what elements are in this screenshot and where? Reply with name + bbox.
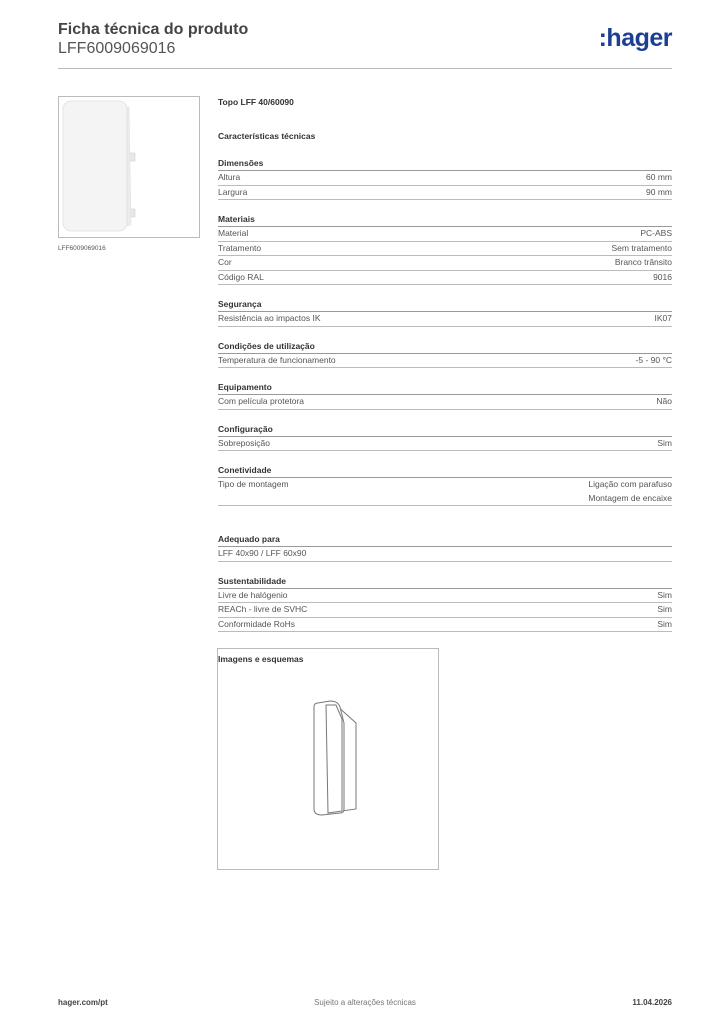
row-label: Livre de halógenio (218, 589, 288, 600)
spec-row (218, 589, 672, 604)
spec-row (218, 171, 672, 186)
row-value: 9016 (653, 271, 672, 282)
row-label: REACh - livre de SVHC (218, 604, 308, 614)
group-sustainability (218, 574, 672, 633)
row-value: 60 mm (646, 172, 672, 182)
row-label: Tipo de montagem (218, 479, 289, 489)
row-label: Altura (218, 172, 241, 182)
row-label: Código RAL (218, 271, 264, 282)
row-value: Sim (657, 589, 672, 600)
row-label: Conformidade RoHs (218, 618, 296, 629)
group-title: Conetividade (218, 463, 672, 478)
row-label: Material (218, 228, 249, 238)
hager-logo: :hager (598, 24, 672, 52)
group-title: Equipamento (218, 380, 672, 395)
group-title: Condições de utilização (218, 339, 672, 354)
spec-row (218, 547, 672, 562)
row-value-line-2: Montagem de encaixe (588, 492, 672, 503)
spec-row (218, 271, 672, 286)
spec-row (218, 354, 672, 369)
thumbnail-caption: LFF6009069016 (58, 245, 106, 252)
group-dimensions (218, 156, 672, 200)
group-suitable-for (218, 532, 672, 562)
row-label: Tratamento (218, 242, 262, 253)
row-value (588, 478, 672, 505)
product-image (217, 648, 439, 870)
row-label: Sobreposição (218, 437, 270, 448)
footer-notice: Sujeito a alterações técnicas (314, 998, 416, 1007)
row-label: LFF 40x90 / LFF 60x90 (218, 548, 307, 558)
row-label: Temperatura de funcionamento (218, 354, 336, 365)
header-divider (58, 68, 672, 69)
specification-table (218, 96, 672, 664)
row-value: IK07 (654, 313, 672, 323)
group-title: Materiais (218, 212, 672, 227)
row-value: Sem tratamento (611, 242, 672, 253)
group-title: Configuração (218, 422, 672, 437)
row-value: PC-ABS (640, 228, 672, 238)
group-configuration (218, 422, 672, 452)
document-title: Ficha técnica do produto (58, 21, 249, 38)
spec-row (218, 312, 672, 327)
row-label: Resistência ao impactos IK (218, 313, 321, 323)
row-label: Largura (218, 186, 248, 197)
row-label: Com película protetora (218, 396, 304, 406)
product-code: LFF6009069016 (58, 40, 176, 57)
group-usage-conditions (218, 339, 672, 369)
spec-row (218, 395, 672, 410)
page-header (58, 20, 672, 68)
spec-row (218, 242, 672, 257)
group-safety (218, 297, 672, 327)
spec-row (218, 186, 672, 201)
spec-row (218, 603, 672, 618)
spec-row (218, 437, 672, 452)
footer-website-link[interactable]: hager.com/pt (58, 998, 108, 1007)
group-connectivity (218, 463, 672, 506)
product-thumbnail (58, 96, 200, 238)
row-value: Branco trânsito (614, 257, 672, 267)
row-label: Cor (218, 257, 232, 267)
product-name: Topo LFF 40/60090 (218, 97, 294, 107)
row-value: -5 - 90 °C (635, 354, 672, 365)
group-title: Sustentabilidade (218, 574, 672, 589)
product-thumbnail-image (59, 97, 199, 237)
group-title: Segurança (218, 297, 672, 312)
spec-row (218, 478, 672, 506)
row-value: Sim (657, 437, 672, 448)
product-drawing (218, 649, 438, 869)
row-value: 90 mm (646, 186, 672, 197)
row-value: Sim (657, 604, 672, 614)
images-section-title: Imagens e esquemas (218, 654, 304, 664)
row-value-line-1: Ligação com parafuso (588, 479, 672, 489)
footer-date: 11.04.2026 (632, 998, 672, 1007)
technical-characteristics-title: Características técnicas (218, 131, 316, 141)
row-value: Não (656, 396, 672, 406)
group-materials (218, 212, 672, 285)
group-equipment (218, 380, 672, 410)
group-title: Adequado para (218, 532, 672, 547)
row-value: Sim (657, 618, 672, 629)
spec-row (218, 256, 672, 271)
group-title: Dimensões (218, 156, 672, 171)
spec-row (218, 227, 672, 242)
spec-row (218, 618, 672, 633)
